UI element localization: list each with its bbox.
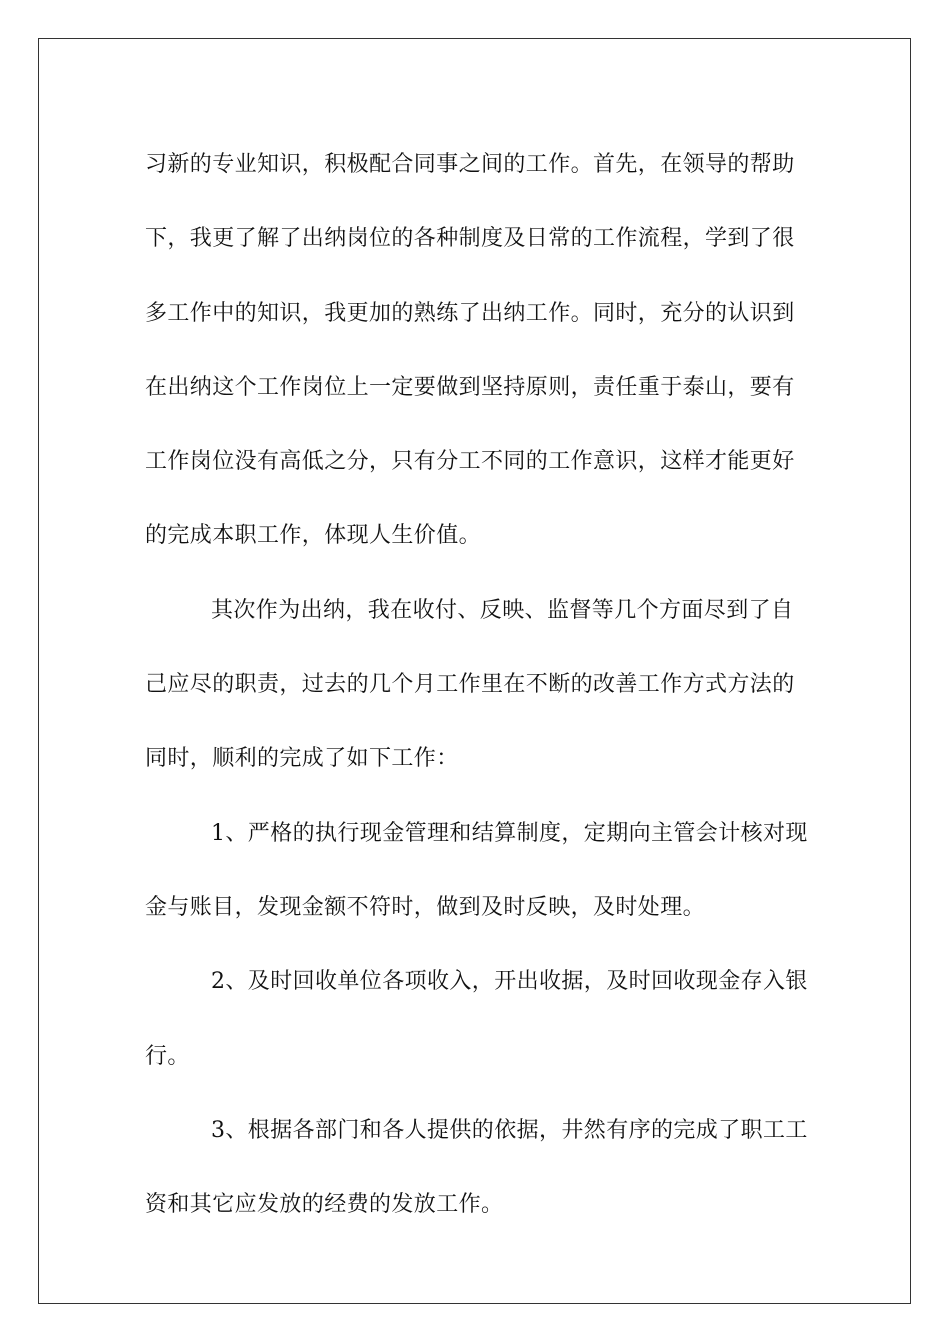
text-line-6: 的完成本职工作，体现人生价值。 bbox=[145, 523, 482, 549]
text-line-12: 2、及时回收单位各项收入，开出收据，及时回收现金存入银 bbox=[211, 969, 808, 995]
text-line-1: 习新的专业知识，积极配合同事之间的工作。首先，在领导的帮助 bbox=[145, 152, 795, 177]
text-line-7: 其次作为出纳，我在收付、反映、监督等几个方面尽到了自 bbox=[211, 597, 794, 623]
text-line-5: 工作岗位没有高低之分，只有分工不同的工作意识，这样才能更好 bbox=[145, 449, 795, 475]
text-line-13: 行。 bbox=[145, 1043, 190, 1069]
text-line-4: 在出纳这个工作岗位上一定要做到坚持原则，责任重于泰山，要有 bbox=[145, 374, 795, 400]
text-line-15: 资和其它应发放的经费的发放工作。 bbox=[145, 1192, 504, 1218]
text-line-11: 金与账目，发现金额不符时，做到及时反映，及时处理。 bbox=[145, 894, 706, 920]
document-body bbox=[145, 128, 813, 1242]
text-line-9: 同时，顺利的完成了如下工作： bbox=[145, 746, 459, 772]
text-line-14: 3、根据各部门和各人提供的依据，井然有序的完成了职工工 bbox=[211, 1117, 808, 1143]
text-line-3: 多工作中的知识，我更加的熟练了出纳工作。同时，充分的认识到 bbox=[145, 300, 795, 326]
text-line-10: 1、严格的执行现金管理和结算制度，定期向主管会计核对现 bbox=[211, 820, 808, 846]
text-line-2: 下，我更了解了出纳岗位的各种制度及日常的工作流程，学到了很 bbox=[145, 226, 795, 252]
text-line-8: 己应尽的职责，过去的几个月工作里在不断的改善工作方式方法的 bbox=[145, 672, 795, 698]
